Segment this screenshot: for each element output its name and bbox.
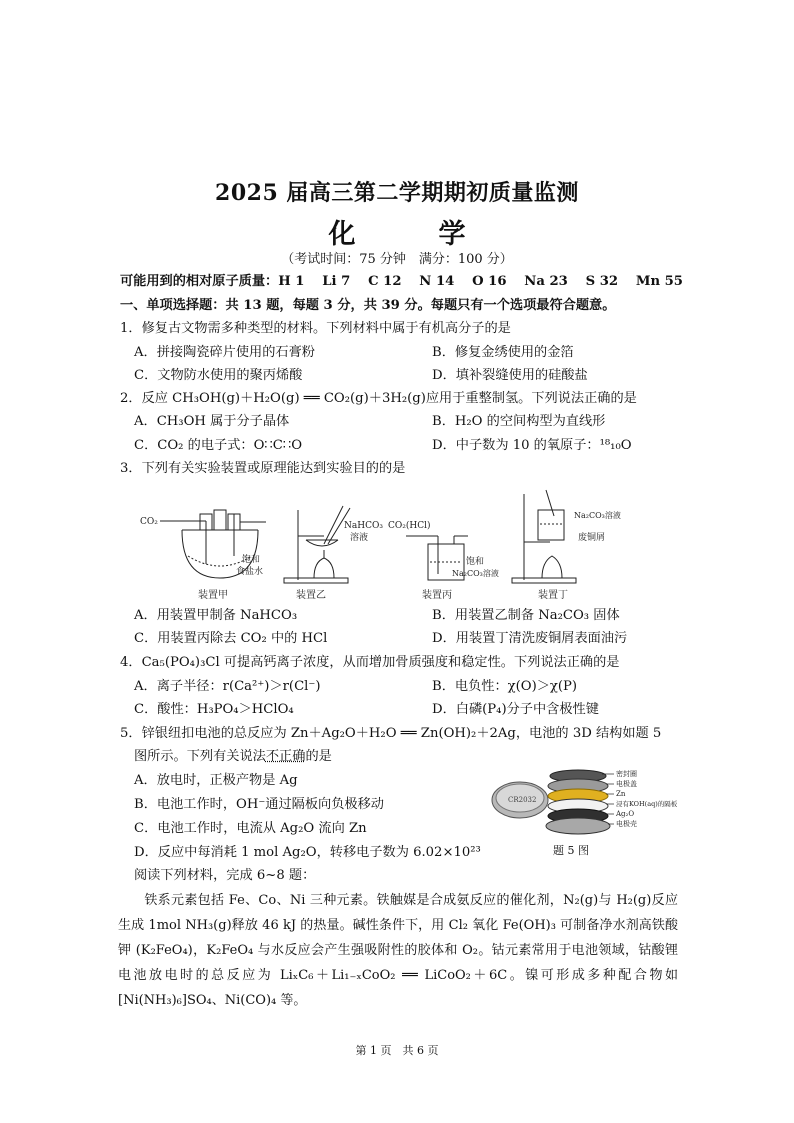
q2-option-a: A．CH₃OH 属于分子晶体 bbox=[134, 414, 290, 429]
reading-passage-text: 铁系元素包括 Fe、Co、Ni 三种元素。铁触媒是合成氨反应的催化剂，N₂(g)与 H₂(g)反应生成 1mol NH₃(g)释放 46 kJ 的热量。碱性条件下，用 Cl₂ 氧化 Fe(OH)₃ 可制备净水剂高铁酸钾 (K₂FeO₄)，K₂FeO₄ 与水反应会产生强吸附性的胶体和 O₂。钴元素常用于电池领域，钴酸锂电池放电时的总反应为 LiₓC₆＋Li₁₋ₓCoO₂ ══ LiCoO₂＋6C。镍可形成多种配合物如[Ni(NH₃)₆]SO₄、Ni(CO)₄ 等。 bbox=[118, 893, 678, 1008]
q5-option-c: C．电池工作时，电流从 Ag₂O 流向 Zn bbox=[134, 821, 367, 836]
question-2-stem: 2．反应 CH₃OH(g)＋H₂O(g) ══ CO₂(g)＋3H₂(g)应用于重整制氢。下列说法正确的是 bbox=[120, 391, 637, 406]
label-sat-na2co3-2: Na₂CO₃溶液 bbox=[452, 569, 499, 578]
subject-title: 化 学 bbox=[328, 219, 494, 250]
question-3-stem: 3．下列有关实验装置或原理能达到实验目的的是 bbox=[120, 461, 406, 476]
q5-option-d: D．反应中每消耗 1 mol Ag₂O，转移电子数为 6.02×10²³ bbox=[134, 845, 481, 860]
reading-intro: 阅读下列材料，完成 6~8 题： bbox=[134, 868, 316, 883]
q4-option-a: A．离子半径：r(Ca²⁺)＞r(Cl⁻) bbox=[134, 679, 321, 694]
q5-figure-caption: 题 5 图 bbox=[553, 844, 589, 857]
label-nahco3-2: 溶液 bbox=[350, 533, 369, 543]
reading-passage bbox=[118, 888, 678, 1013]
q2-option-d: D．中子数为 10 的氧原子：¹⁸₁₀O bbox=[432, 438, 632, 453]
page-footer: 第 1 页 共 6 页 bbox=[355, 1044, 439, 1057]
question-5-stem-line2 bbox=[134, 749, 694, 765]
battery-layers bbox=[546, 770, 610, 834]
coin-label: CR2032 bbox=[508, 796, 537, 804]
q4-option-d: D．白磷(P₄)分子中含极性键 bbox=[432, 702, 599, 717]
apparatus-jia bbox=[140, 510, 266, 601]
q5-option-b: B．电池工作时，OH⁻通过隔板向负极移动 bbox=[134, 797, 384, 812]
q5-stem-pre: 图所示。下列有关说法 bbox=[134, 749, 266, 764]
caption-bing: 装置丙 bbox=[422, 590, 452, 601]
q1-option-a: A．拼接陶瓷碎片使用的石膏粉 bbox=[134, 345, 315, 360]
caption-ding: 装置丁 bbox=[538, 590, 568, 601]
q5-battery-figure bbox=[490, 766, 690, 838]
label-electrode-cap: 电极盖 bbox=[616, 780, 637, 788]
exam-info: （考试时间：75 分钟 满分：100 分） bbox=[281, 252, 513, 267]
q1-option-c: C．文物防水使用的聚丙烯酸 bbox=[134, 368, 303, 383]
q3-option-c: C．用装置丙除去 CO₂ 中的 HCl bbox=[134, 631, 328, 646]
q5-stem-emphasis: 不正确 bbox=[265, 749, 306, 764]
caption-yi: 装置乙 bbox=[296, 590, 326, 601]
label-seal-ring: 密封圈 bbox=[616, 770, 637, 778]
question-1-stem: 1．修复古文物需多种类型的材料。下列材料中属于有机高分子的是 bbox=[120, 321, 511, 336]
q1-option-b: B．修复金绣使用的金箔 bbox=[432, 345, 574, 360]
q2-option-b: B．H₂O 的空间构型为直线形 bbox=[432, 414, 606, 429]
label-waste-cu: 废铜屑 bbox=[578, 533, 606, 543]
apparatus-ding bbox=[512, 490, 621, 601]
caption-jia: 装置甲 bbox=[198, 590, 228, 601]
q4-option-c: C．酸性：H₃PO₄＞HClO₄ bbox=[134, 702, 294, 717]
q1-option-d: D．填补裂缝使用的硅酸盐 bbox=[432, 368, 588, 383]
label-sat-brine-2: 食盐水 bbox=[236, 567, 264, 577]
label-co2: CO₂ bbox=[140, 517, 158, 527]
exam-title: 2025 届高三第二学期期初质量监测 bbox=[215, 180, 579, 206]
label-sat-na2co3-1: 饱和 bbox=[466, 557, 485, 567]
label-sat-brine-1: 饱和 bbox=[242, 555, 261, 565]
label-separator: 浸有KOH(aq)的隔板 bbox=[616, 800, 678, 808]
label-ag2o: Ag₂O bbox=[616, 810, 635, 818]
q4-option-b: B．电负性：χ(O)＞χ(P) bbox=[432, 679, 578, 694]
label-nahco3-1: NaHCO₃ bbox=[344, 521, 383, 531]
q3-option-b: B．用装置乙制备 Na₂CO₃ 固体 bbox=[432, 608, 620, 623]
label-co2hcl: CO₂(HCl) bbox=[388, 521, 431, 531]
q5-stem-post: 的是 bbox=[305, 749, 332, 764]
question-5-stem-line1: 5．锌银纽扣电池的总反应为 Zn＋Ag₂O＋H₂O ══ Zn(OH)₂＋2Ag，电池的 3D 结构如题 5 bbox=[120, 726, 662, 741]
q3-apparatus-figure bbox=[138, 486, 658, 602]
apparatus-bing bbox=[388, 520, 499, 601]
label-zn: Zn bbox=[616, 790, 626, 798]
q3-option-a: A．用装置甲制备 NaHCO₃ bbox=[134, 608, 298, 623]
atomic-masses: 可能用到的相对原子质量：H 1 Li 7 C 12 N 14 O 16 Na 23 S 32 Mn 55 bbox=[120, 274, 683, 289]
section-heading: 一、单项选择题：共 13 题，每题 3 分，共 39 分。每题只有一个选项最符合题意。 bbox=[120, 298, 616, 313]
question-4-stem: 4．Ca₅(PO₄)₃Cl 可提高钙离子浓度，从而增加骨质强度和稳定性。下列说法正确的是 bbox=[120, 655, 620, 670]
apparatus-yi bbox=[284, 506, 383, 601]
label-na2co3-sol: Na₂CO₃溶液 bbox=[574, 511, 621, 520]
q2-option-c: C．CO₂ 的电子式：O∷C∷O bbox=[134, 438, 303, 453]
q3-option-d: D．用装置丁清洗废铜屑表面油污 bbox=[432, 631, 628, 646]
coin-cell bbox=[492, 782, 548, 818]
label-electrode-shell: 电极壳 bbox=[616, 820, 637, 828]
q5-option-a: A．放电时，正极产物是 Ag bbox=[134, 773, 298, 788]
